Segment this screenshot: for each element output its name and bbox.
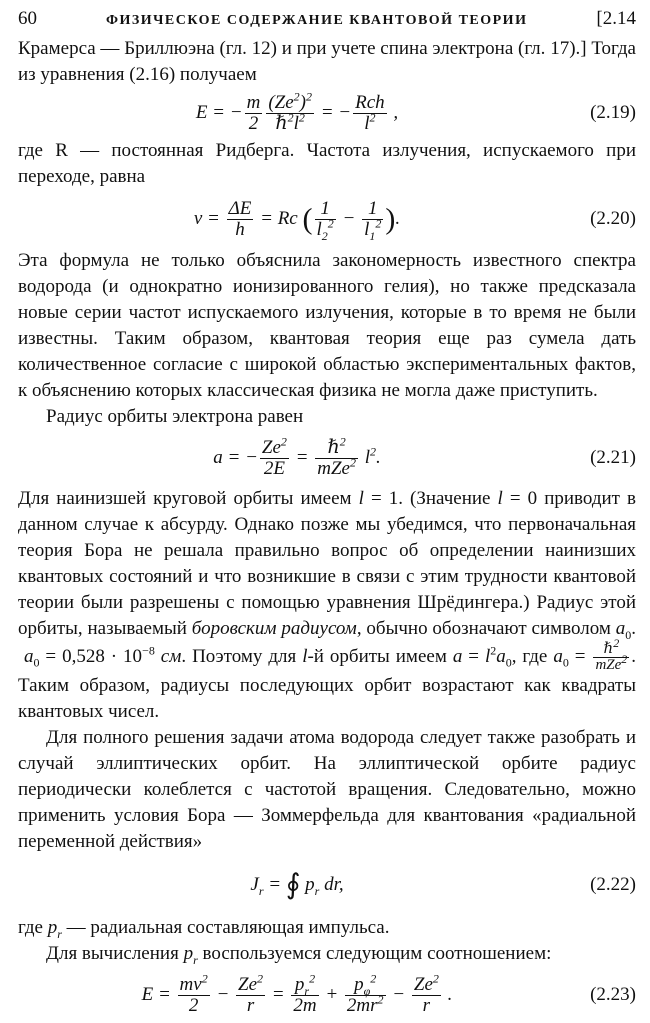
equation-2-20 bbox=[18, 190, 636, 248]
equation-number: (2.23) bbox=[590, 984, 636, 1005]
equation-2-23 bbox=[18, 967, 636, 1023]
paragraph-2: где R — постоянная Ридберга. Частота излучения, испускаемого при переходе, равна bbox=[18, 140, 636, 187]
running-title: ФИЗИЧЕСКОЕ СОДЕРЖАНИЕ КВАНТОВОЙ ТЕОРИИ bbox=[105, 13, 528, 28]
formula-2-22: $J_r$ = ∮ $p_r$ dr, bbox=[250, 869, 344, 901]
page-number: 60 bbox=[18, 8, 37, 29]
paragraph-7: где $p_r$ — радиальная составляющая импульса. bbox=[18, 917, 390, 941]
paragraph-8: Для вычисления $p_r$ воспользуемся следующим соотношением: bbox=[46, 943, 552, 967]
equation-number: (2.21) bbox=[590, 447, 636, 468]
formula-2-19: E = − $\frac{m}{2}$ $\frac{(Ze^2)^2}{\hbar^2l^2}$ = − $\frac{\text{Rch}}{l^2}$ , bbox=[195, 89, 399, 134]
equation-number: (2.20) bbox=[590, 208, 636, 229]
equation-2-19 bbox=[18, 88, 636, 138]
paragraph-6: Для полного решения задачи атома водорода следует также разобрать и случай эллиптических орбит. На эллиптической орбите радиус периодически колеблется с частотой вращения. Следовательно, можно применить условия Бора — Зоммерфельда для квантования «радиальной переменной действия» bbox=[18, 727, 636, 852]
paragraph-5: Для наинизшей круговой орбиты имеем l = 1. (Значение l = 0 приводит в данном случае к абсурду. Однако позже мы убедимся, что первоначальная теория Бора не решала правильно вопрос об определении наинизших квантовых состояний и что возникшие в связи с этим трудности квантовой теории были разрешены с помощью уравнения Шрёдингера.) Радиус этой орбиты, называемый боровским радиусом, обычно обозначают символом $a_0$. $a_0 = 0,528 \cdot 10^{-8}$ см. Поэтому для l-й орбиты имеем $a = l^2a_0$, где $a_0$ = $\frac{\hbar^2}{mZe^2}$ . Таким образом, радиусы последующих орбит возрастают как квадраты квантовых чисел. bbox=[18, 488, 637, 722]
paragraph-3: Эта формула не только объяснила закономерность известного спектра водорода (и однократно ионизированного гелия), но также предсказала новые серии частот испускаемого излучения, которые в то время не были известны. Таким образом, квантовая теория еще раз сумела дать количественное согласие с широкой областью экспериментальных фактов, к объяснению которых классическая физика не могла даже приступить. bbox=[18, 250, 636, 401]
paragraph-4: Радиус орбиты электрона равен bbox=[46, 406, 304, 427]
formula-2-21: a = − $\frac{Ze^2}{2E}$ = $\frac{\hbar^2}{mZe^2}$ $l^2$. bbox=[213, 434, 381, 479]
book-page bbox=[18, 6, 636, 1023]
equation-2-21 bbox=[18, 430, 636, 486]
formula-2-20: ν = $\frac{\Delta E}{h}$ = Rc ( $\frac{1}{l_2^2}$ − $\frac{1}{l_1^2}$ ). bbox=[193, 197, 401, 243]
formula-2-23: E = $\frac{mv^2}{2}$ − $\frac{Ze^2}{r}$ = $\frac{p_r^2}{2m}$ + $\frac{p_\varphi^2}{2mr^2}$ − $\frac{Ze^2}{r}$ . bbox=[141, 971, 453, 1016]
equation-number: (2.22) bbox=[590, 874, 636, 895]
section-marker: [2.14 bbox=[596, 8, 636, 29]
paragraph-1: Крамерса — Бриллюэна (гл. 12) и при учете спина электрона (гл. 17).] Тогда из уравнения (2.16) получаем bbox=[18, 38, 636, 85]
equation-2-22 bbox=[18, 855, 636, 915]
running-header bbox=[18, 6, 636, 36]
equation-number: (2.19) bbox=[590, 102, 636, 123]
